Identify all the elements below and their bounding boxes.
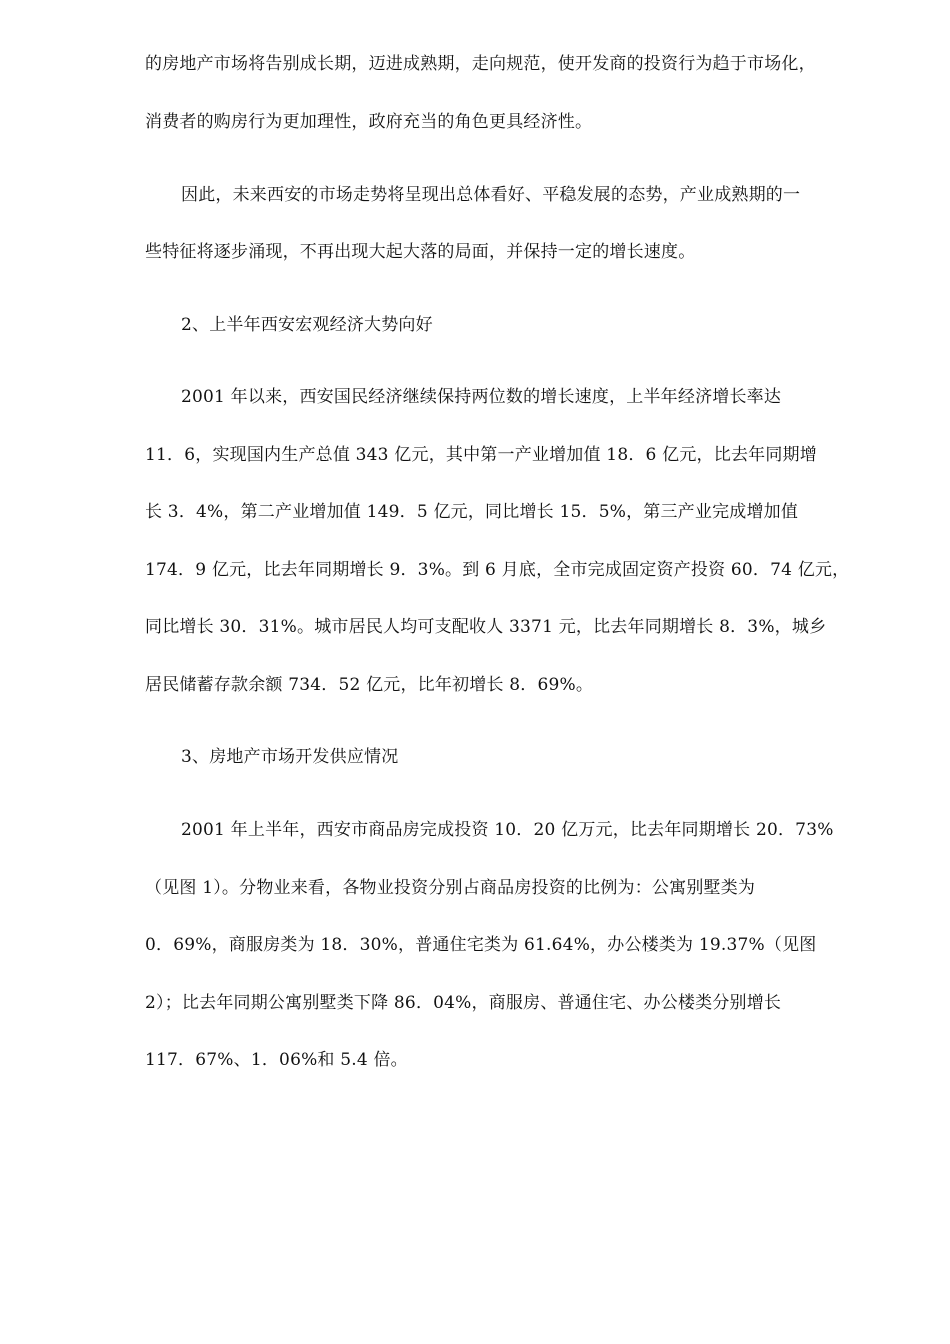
section-heading: 3、房地产市场开发供应情况 [181, 747, 399, 767]
body-text-line: 的房地产市场将告别成长期，迈进成熟期，走向规范，使开发商的投资行为趋于市场化， [145, 54, 816, 74]
body-text-line: 同比增长 30．31%。城市居民人均可支配收人 3371 元，比去年同期增长 8．3%，城乡 [145, 617, 827, 637]
body-text-line: 因此，未来西安的市场走势将呈现出总体看好、平稳发展的态势，产业成熟期的一 [181, 185, 801, 205]
body-text-line: 0．69%，商服房类为 18．30%，普通住宅类为 61.64%，办公楼类为 19.37%（见图 [145, 935, 817, 955]
body-text-line: 11．6，实现国内生产总值 343 亿元，其中第一产业增加值 18．6 亿元，比去年同期增 [145, 445, 817, 465]
body-text-line: 2001 年上半年，西安市商品房完成投资 10．20 亿万元，比去年同期增长 20．73% [181, 820, 834, 840]
body-text-line: 174．9 亿元，比去年同期增长 9．3%。到 6 月底，全市完成固定资产投资 60．74 亿元， [145, 560, 850, 580]
body-text-line: 2）；比去年同期公寓别墅类下降 86．04%，商服房、普通住宅、办公楼类分别增长 [145, 993, 782, 1013]
body-text-line: 2001 年以来，西安国民经济继续保持两位数的增长速度，上半年经济增长率达 [181, 387, 782, 407]
body-text-line: 117．67%、1．06%和 5.4 倍。 [145, 1050, 408, 1070]
section-heading: 2、上半年西安宏观经济大势向好 [181, 315, 433, 335]
body-text-line: 消费者的购房行为更加理性，政府充当的角色更具经济性。 [145, 112, 593, 132]
body-text-line: 长 3．4%，第二产业增加值 149．5 亿元，同比增长 15．5%，第三产业完成增加值 [145, 502, 799, 522]
body-text-line: （见图 1）。分物业来看，各物业投资分别占商品房投资的比例为：公寓别墅类为 [145, 878, 756, 898]
body-text-line: 些特征将逐步涌现，不再出现大起大落的局面，并保持一定的增长速度。 [145, 242, 696, 262]
body-text-line: 居民储蓄存款余额 734．52 亿元，比年初增长 8．69%。 [145, 675, 594, 695]
